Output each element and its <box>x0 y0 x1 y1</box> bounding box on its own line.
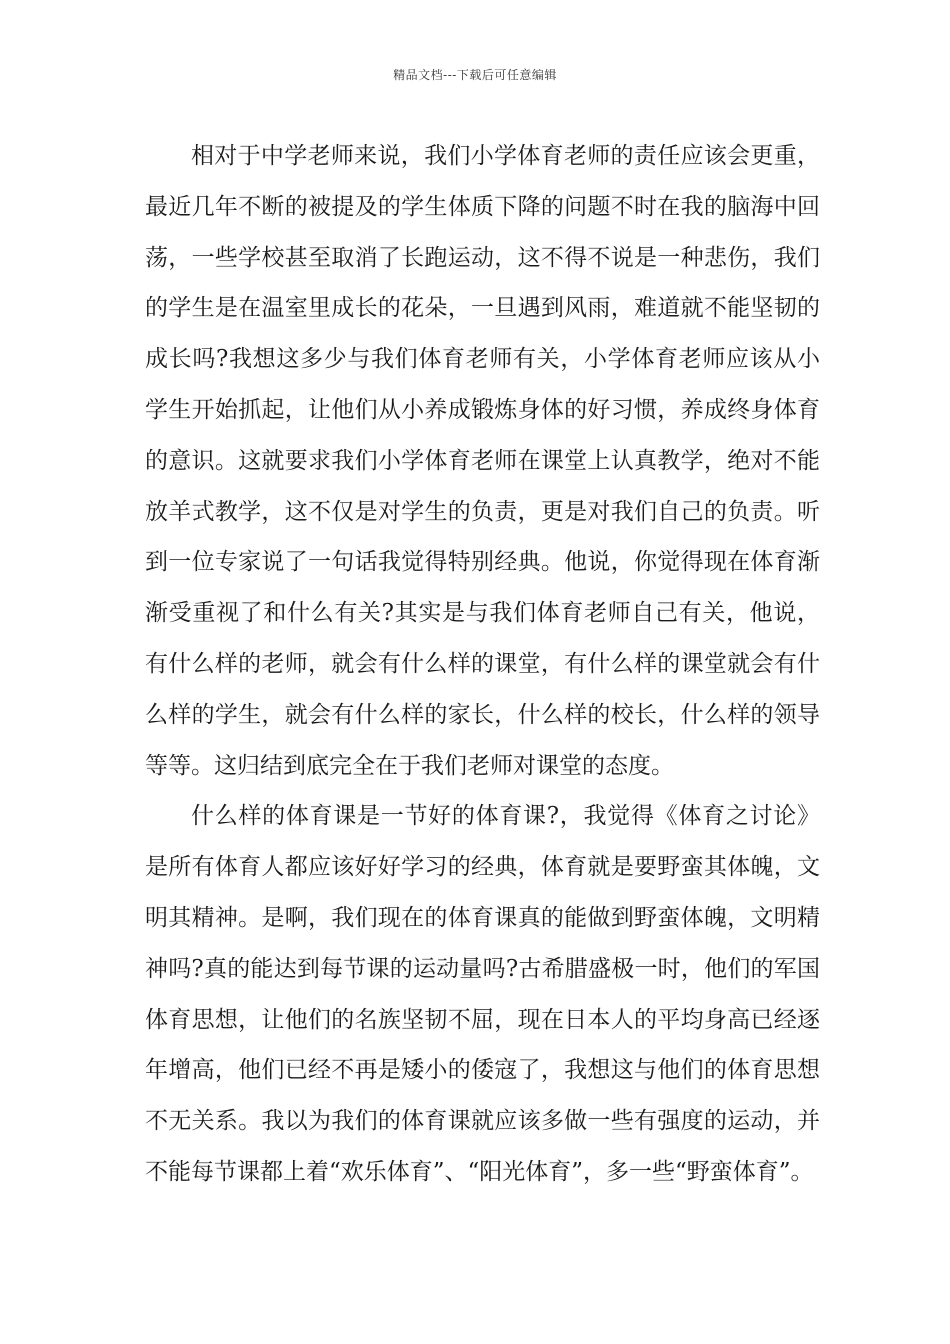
paragraph-1: 相对于中学老师来说，我们小学体育老师的责任应该会更重，最近几年不断的被提及的学生体质下降的问题不时在我的脑海中回荡，一些学校甚至取消了长跑运动，这不得不说是一种悲伤，我们的学生是在温室里成长的花朵，一旦遇到风雨，难道就不能坚韧的成长吗?我想这多少与我们体育老师有关，小学体育老师应该从小学生开始抓起，让他们从小养成锻炼身体的好习惯，养成终身体育的意识。这就要求我们小学体育老师在课堂上认真教学，绝对不能放羊式教学，这不仅是对学生的负责，更是对我们自己的负责。听到一位专家说了一句话我觉得特别经典。他说，你觉得现在体育渐渐受重视了和什么有关?其实是与我们体育老师自己有关，他说，有什么样的老师，就会有什么样的课堂，有什么样的课堂就会有什么样的学生，就会有什么样的家长，什么样的校长，什么样的领导等等。这归结到底完全在于我们老师对课堂的态度。 <box>145 143 820 779</box>
page-header: 精品文档---下载后可任意编辑 <box>393 68 557 82</box>
document-body <box>145 131 820 1198</box>
paragraph-2: 什么样的体育课是一节好的体育课?，我觉得《体育之讨论》是所有体育人都应该好好学习的经典，体育就是要野蛮其体魄，文明其精神。是啊，我们现在的体育课真的能做到野蛮体魄，文明精神吗?真的能达到每节课的运动量吗?古希腊盛极一时，他们的军国体育思想，让他们的名族坚韧不屈，现在日本人的平均身高已经逐年增高，他们已经不再是矮小的倭寇了，我想这与他们的体育思想不无关系。我以为我们的体育课就应该多做一些有强度的运动，并不能每节课都上着“欢乐体育”、“阳光体育”，多一些“野蛮体育”。 <box>145 803 820 1185</box>
